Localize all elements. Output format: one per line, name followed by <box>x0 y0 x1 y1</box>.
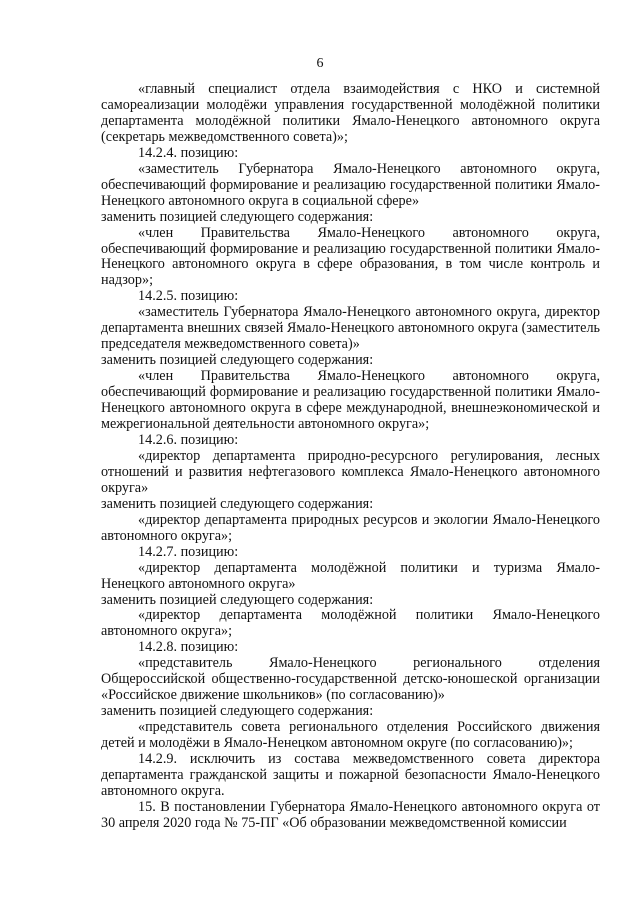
paragraph: заменить позицией следующего содержания: <box>101 591 374 608</box>
paragraph: «представитель совета регионального отделения Российского движения детей и молодёжи в Ямало-Ненецком автономном округе (по согласованию)»; <box>101 719 600 752</box>
paragraph: «представитель Ямало-Ненецкого регионального отделения Общероссийской общественно-государственной детско-юношеской организации «Российское движение школьников» (по согласованию)» <box>101 655 600 704</box>
paragraph: «заместитель Губернатора Ямало-Ненецкого автономного округа, директор департамента внешних связей Ямало-Ненецкого автономного округа (заместитель председателя межведомственного совета)» <box>101 304 600 353</box>
paragraph: 15. В постановлении Губернатора Ямало-Ненецкого автономного округа от 30 апреля 2020 года № 75-ПГ «Об образовании межведомственной комиссии <box>101 798 600 831</box>
paragraph: «директор департамента молодёжной политики Ямало-Ненецкого автономного округа»; <box>101 607 600 640</box>
paragraph: «член Правительства Ямало-Ненецкого автономного округа, обеспечивающий формирование и реализацию государственной политики Ямало-Ненецкого автономного округа в сфере образования, в том числе контроль и надзор»; <box>101 224 600 289</box>
paragraph: заменить позицией следующего содержания: <box>101 208 374 225</box>
paragraph: «директор департамента природно-ресурсного регулирования, лесных отношений и развития нефтегазового комплекса Ямало-Ненецкого автономного округа» <box>101 447 600 496</box>
paragraph: «заместитель Губернатора Ямало-Ненецкого автономного округа, обеспечивающий формирование и реализацию государственной политики Ямало-Ненецкого автономного округа в социальной сфере» <box>101 160 600 209</box>
paragraph: заменить позицией следующего содержания: <box>101 352 374 369</box>
paragraph: «директор департамента молодёжной политики и туризма Ямало-Ненецкого автономного округа» <box>101 559 600 592</box>
clause-heading: 14.2.6. позицию: <box>138 431 239 448</box>
clause-heading: 14.2.8. позицию: <box>138 639 239 656</box>
page-number: 6 <box>316 56 324 71</box>
clause-heading: 14.2.4. позицию: <box>138 144 239 161</box>
paragraph: «главный специалист отдела взаимодействия с НКО и системной самореализации молодёжи управления государственной молодёжной политики департамента молодёжной политики Ямало-Ненецкого автономного округа (секретарь межведомственного совета)»; <box>101 81 600 145</box>
paragraph: заменить позицией следующего содержания: <box>101 495 374 512</box>
paragraph: 14.2.9. исключить из состава межведомственного совета директора департамента гражданской защиты и пожарной безопасности Ямало-Ненецкого автономного округа. <box>101 751 600 799</box>
paragraph: «директор департамента природных ресурсов и экологии Ямало-Ненецкого автономного округа»; <box>101 511 600 544</box>
document-body <box>101 82 600 832</box>
paragraph: «член Правительства Ямало-Ненецкого автономного округа, обеспечивающий формирование и реализацию государственной политики Ямало-Ненецкого автономного округа в сфере международной, внешнеэкономической и межрегиональной деятельности автономного округа»; <box>101 368 600 433</box>
clause-heading: 14.2.7. позицию: <box>138 543 239 560</box>
paragraph: заменить позицией следующего содержания: <box>101 703 374 720</box>
clause-heading: 14.2.5. позицию: <box>138 288 239 305</box>
